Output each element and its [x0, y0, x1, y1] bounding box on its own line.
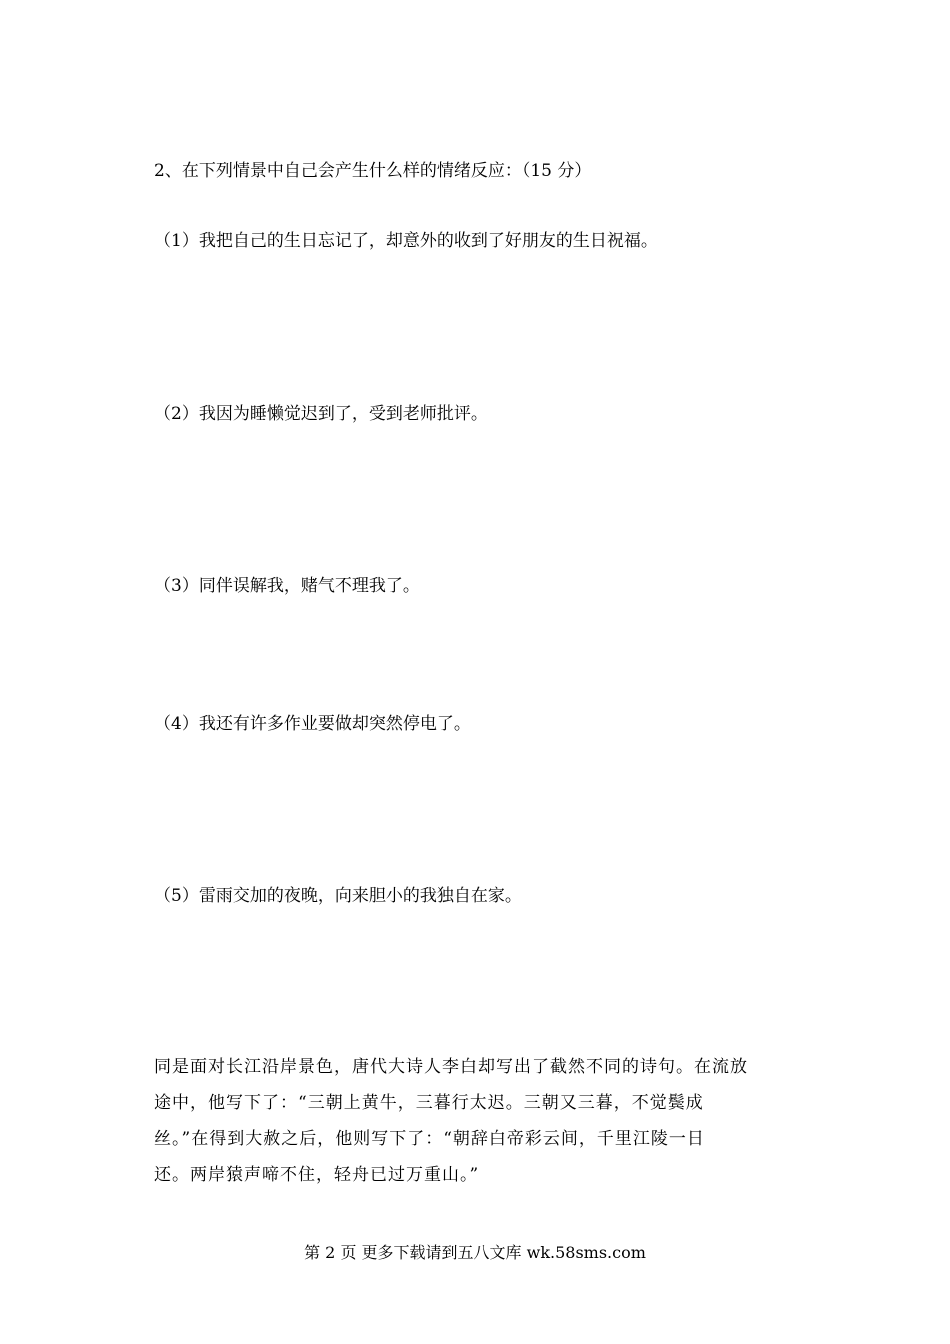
poem-passage: [154, 1054, 804, 1198]
question-item-2: （2）我因为睡懒觉迟到了，受到老师批评。: [154, 404, 488, 424]
passage-line-1: 同是面对长江沿岸景色，唐代大诗人李白却写出了截然不同的诗句。在流放: [154, 1057, 748, 1077]
question-heading: 2、在下列情景中自己会产生什么样的情绪反应：（15 分）: [154, 161, 592, 181]
page-footer: 第 2 页 更多下载请到五八文库 wk.58sms.com: [304, 1243, 646, 1262]
passage-line-4: 还。两岸猿声啼不住，轻舟已过万重山。”: [154, 1165, 480, 1185]
passage-line-2: 途中，他写下了：“三朝上黄牛，三暮行太迟。三朝又三暮，不觉鬓成: [154, 1093, 704, 1113]
question-item-3: （3）同伴误解我，赌气不理我了。: [154, 576, 420, 596]
passage-line-3: 丝。”在得到大赦之后，他则写下了：“朝辞白帝彩云间，千里江陵一日: [154, 1129, 705, 1149]
question-item-4: （4）我还有许多作业要做却突然停电了。: [154, 714, 471, 734]
question-item-5: （5）雷雨交加的夜晚，向来胆小的我独自在家。: [154, 886, 522, 906]
question-item-1: （1）我把自己的生日忘记了，却意外的收到了好朋友的生日祝福。: [154, 231, 658, 251]
